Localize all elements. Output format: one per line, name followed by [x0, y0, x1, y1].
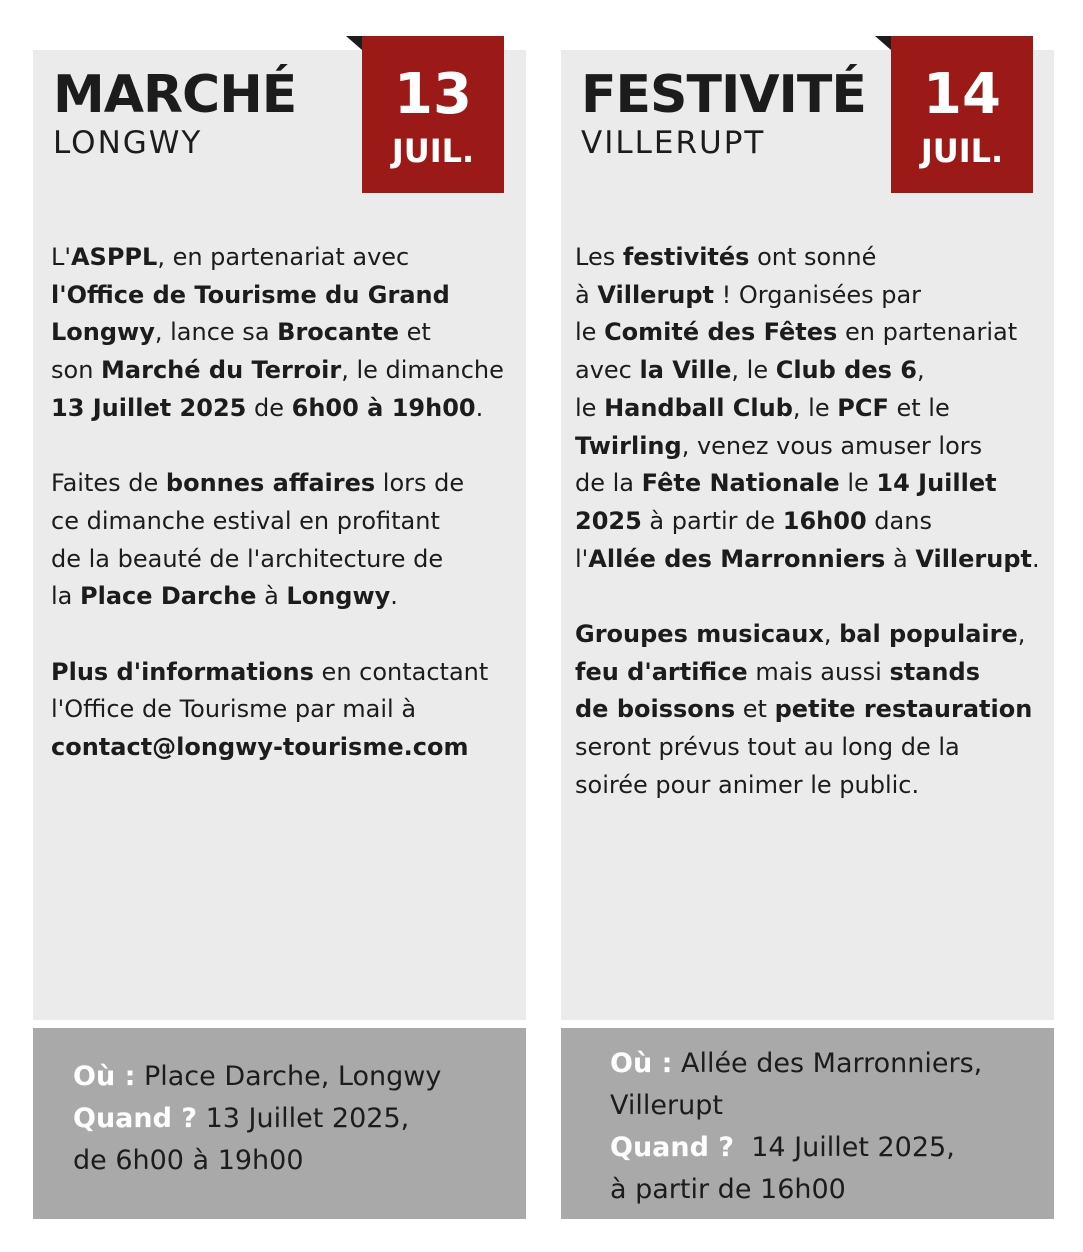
event-description [575, 239, 1045, 842]
where-label: Où : [610, 1048, 673, 1079]
event-card-marche [33, 50, 526, 1020]
event-info-box [561, 1028, 1054, 1219]
event-category-title: FESTIVITÉ [581, 65, 866, 125]
where-value: Place Darche, Longwy [143, 1061, 442, 1092]
event-card-festivite [561, 50, 1054, 1020]
event-city: LONGWY [53, 125, 203, 161]
date-month: JUIL. [391, 132, 475, 170]
where-label: Où : [73, 1061, 136, 1092]
event-practical-info [610, 1043, 1050, 1211]
date-month: JUIL. [920, 132, 1004, 170]
description-paragraph: Plus d'informations en contactant l'Office de Tourisme par mail à contact@longwy-tourisme.com [51, 657, 489, 762]
event-city: VILLERUPT [581, 125, 766, 161]
date-badge [362, 36, 504, 193]
date-day: 14 [923, 62, 1001, 127]
date-badge [891, 36, 1033, 193]
event-description [51, 239, 516, 805]
description-paragraph: L'ASPPL, en partenariat avec l'Office de Tourisme du Grand Longwy, lance sa Brocante et son Marché du Terroir, le dimanche 13 Juillet 2025 de 6h00 à 19h00. [51, 243, 504, 422]
where-value: Allée des Marronniers, [680, 1048, 983, 1079]
when-label: Quand ? [73, 1103, 198, 1134]
where-value-city: Villerupt [610, 1090, 723, 1121]
description-paragraph: Faites de bonnes affaires lors de ce dimanche estival en profitant de la beauté de l'architecture de la Place Darche à Longwy. [51, 469, 465, 611]
description-paragraph: Groupes musicaux, bal populaire, feu d'artifice mais aussi stands de boissons et petite restauration seront prévus tout au long de la soirée pour animer le public. [575, 620, 1033, 799]
date-badge-fold [875, 36, 891, 50]
when-label: Quand ? [610, 1132, 735, 1163]
date-day: 13 [394, 62, 472, 127]
date-badge-fold [346, 36, 362, 50]
when-value: 13 Juillet 2025, [205, 1103, 410, 1134]
when-value-time: à partir de 16h00 [610, 1174, 846, 1205]
event-info-box [33, 1028, 526, 1219]
event-practical-info [73, 1056, 513, 1182]
when-value-time: de 6h00 à 19h00 [73, 1145, 304, 1176]
when-value: 14 Juillet 2025, [751, 1132, 955, 1163]
description-paragraph: Les festivités ont sonné à Villerupt ! Organisées par le Comité des Fêtes en partenariat avec la Ville, le Club des 6, le Handball Club, le PCF et le Twirling, venez vous amuser lors de la Fête Nationale le 14 Juillet 2025 à partir de 16h00 dans l'Allée des Marronniers à Villerupt. [575, 243, 1040, 573]
event-category-title: MARCHÉ [53, 65, 297, 125]
